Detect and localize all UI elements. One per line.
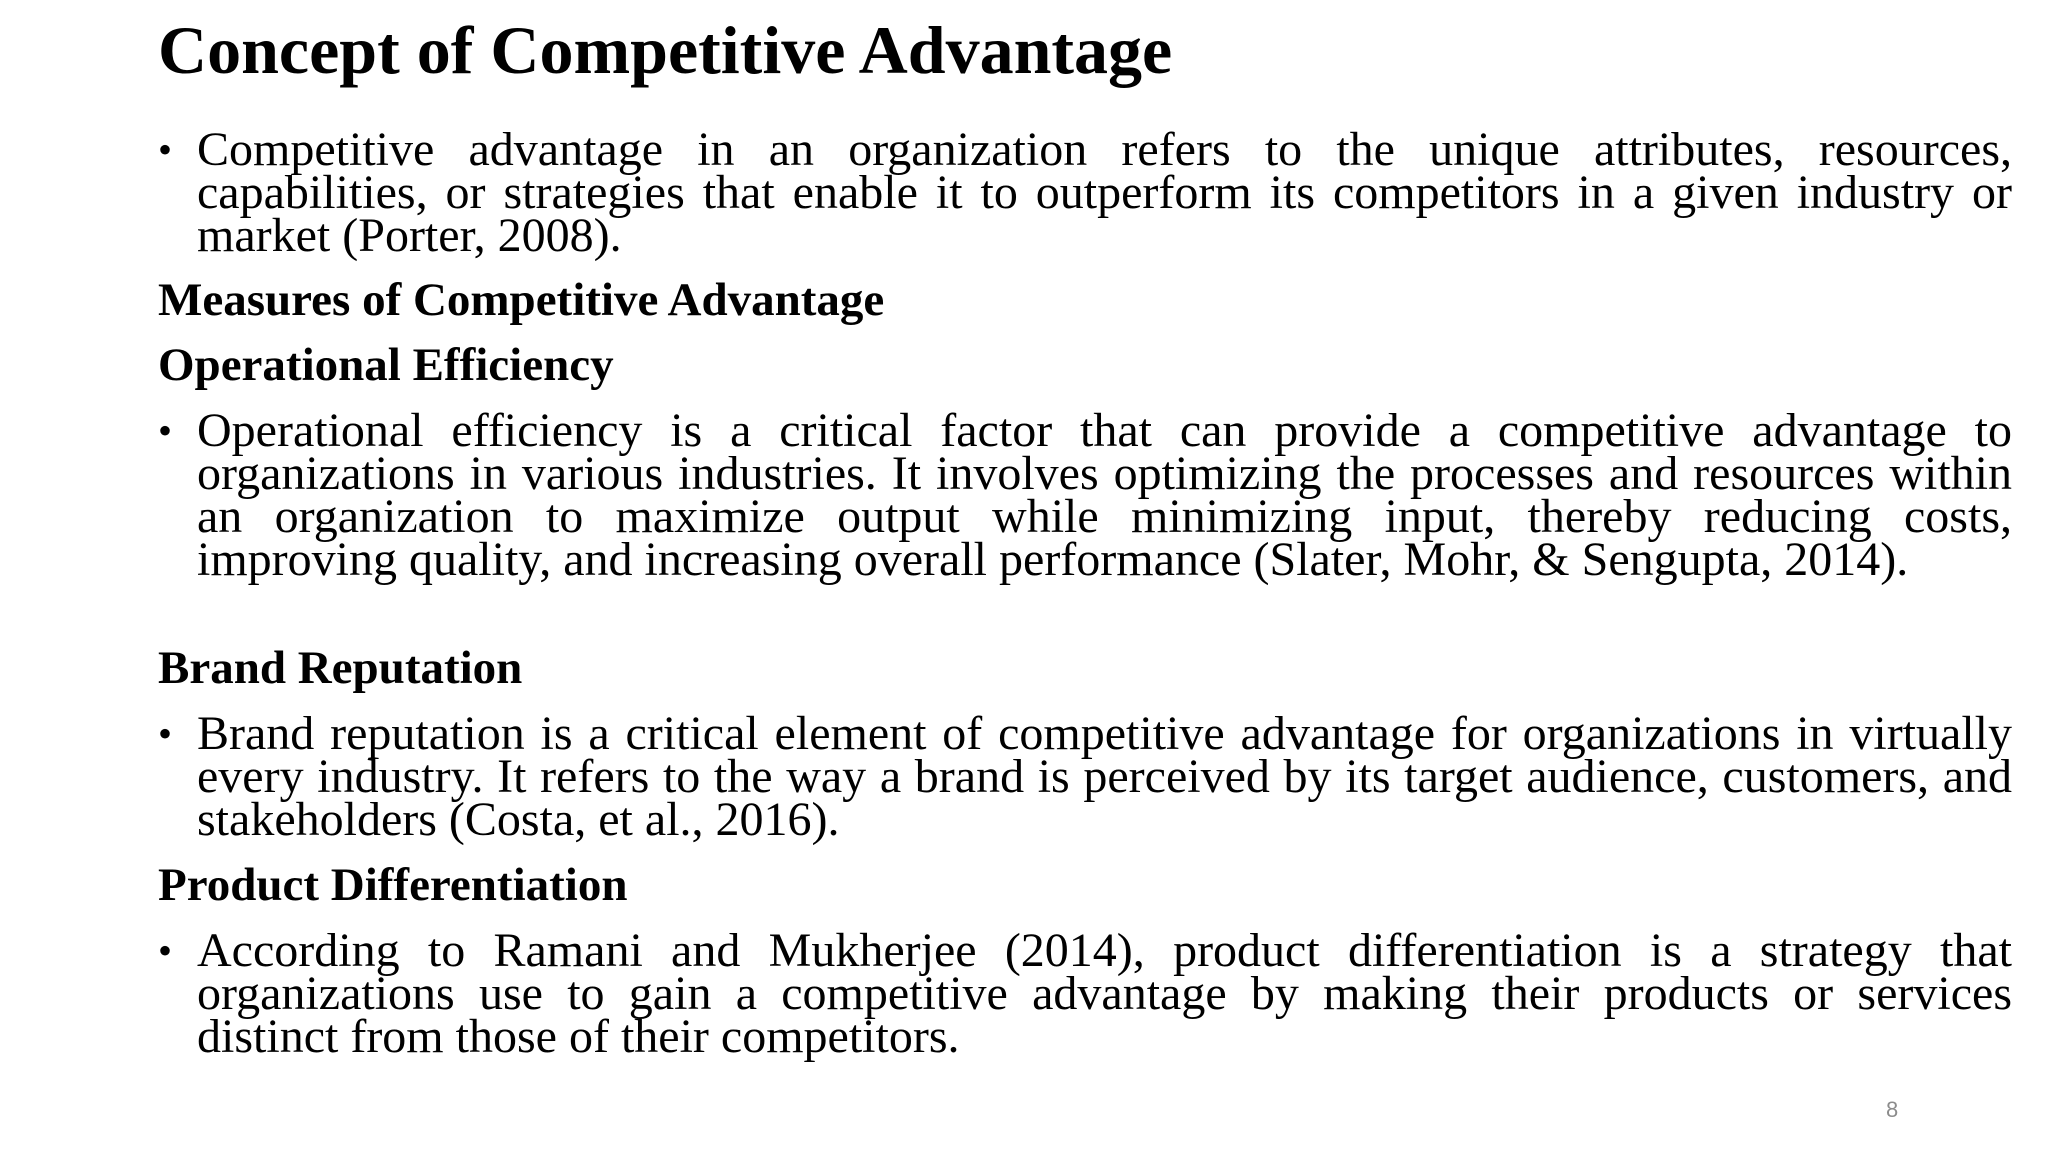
slide-title: Concept of Competitive Advantage [158,12,1173,88]
product-differentiation-text: According to Ramani and Mukherjee (2014), product differentiation is a strategy that organizations use to gain a competitive advantage by making their products or services distinct from those of their competitors. [197,924,2012,1063]
section-heading-operational-efficiency: Operational Efficiency [158,339,614,391]
slide [158,0,2012,1152]
intro-bullet-text: Competitive advantage in an organization refers to the unique attributes, resources, capabilities, or strategies that enable it to outperform its competitors in a given industry or market (Porter, 2008). [197,123,2012,262]
section-heading-brand-reputation: Brand Reputation [158,642,523,694]
operational-efficiency-text: Operational efficiency is a critical factor that can provide a competitive advantage to organizations in various industries. It involves optimizing the processes and resources within an organization to maximize output while minimizing input, thereby reducing costs, improving quality, and increasing overall performance (Slater, Mohr, & Sengupta, 2014). [197,404,2012,586]
brand-reputation-bullet [158,707,2012,846]
product-differentiation-bullet [158,924,2012,1063]
page-number: 8 [1886,1097,1899,1122]
bullet-marker: • [158,127,173,172]
bullet-marker: • [158,928,173,973]
bullet-marker: • [158,711,173,756]
measures-heading: Measures of Competitive Advantage [158,274,885,326]
brand-reputation-text: Brand reputation is a critical element of competitive advantage for organizations in virtually every industry. It refers to the way a brand is perceived by its target audience, customers, and stakeholders (Costa, et al., 2016). [197,707,2012,846]
operational-efficiency-bullet [158,404,2012,586]
intro-bullet [158,123,2012,262]
bullet-marker: • [158,408,173,453]
section-heading-product-differentiation: Product Differentiation [158,859,628,911]
